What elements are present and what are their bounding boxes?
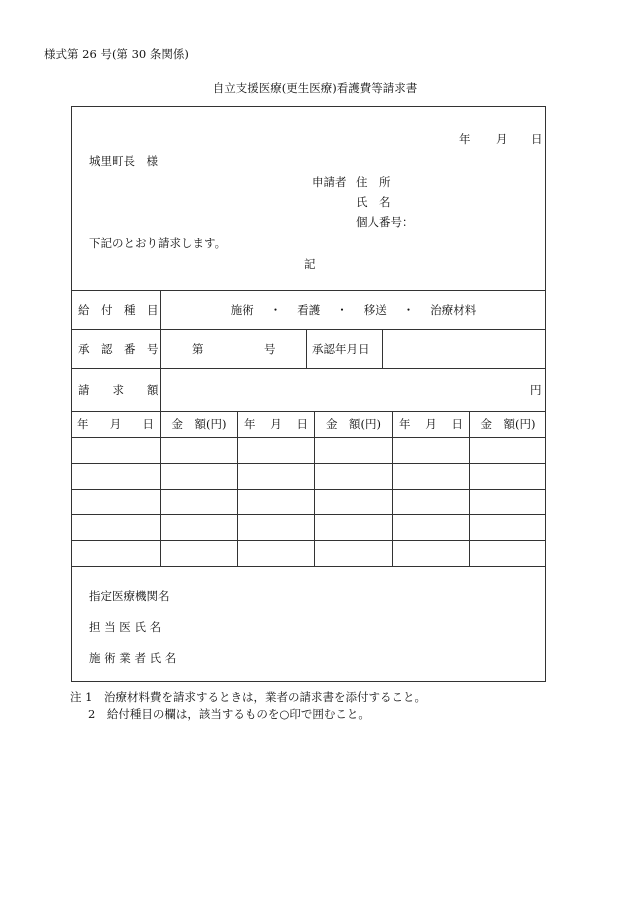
detail-date-cell[interactable] — [393, 437, 469, 463]
detail-date-cell[interactable] — [71, 463, 160, 489]
benefit-separator: ・ — [336, 302, 348, 317]
detail-amount-cell[interactable] — [470, 437, 546, 463]
detail-amount-cell[interactable] — [315, 463, 392, 489]
detail-date-cell[interactable] — [393, 463, 469, 489]
address-label: 住 所 — [356, 175, 391, 189]
benefit-option-nursing[interactable]: 看護 — [297, 302, 321, 317]
detail-date-header: 年 月 日 — [77, 417, 154, 431]
claim-amount-unit: 円 — [530, 382, 542, 397]
institution-label: 指定医療機関名 — [89, 589, 170, 603]
detail-date-cell[interactable] — [238, 463, 314, 489]
date-month-label: 月 — [496, 132, 508, 146]
benefit-option-treatment[interactable]: 施術 — [230, 302, 254, 317]
detail-amount-header: 金 額(円) — [171, 417, 227, 431]
benefit-option-materials[interactable]: 治療材料 — [430, 302, 477, 317]
detail-date-cell[interactable] — [393, 514, 469, 540]
detail-amount-cell[interactable] — [161, 489, 237, 514]
benefit-separator: ・ — [402, 302, 415, 317]
detail-date-cell[interactable] — [238, 514, 314, 540]
detail-amount-cell[interactable] — [315, 514, 392, 540]
approval-date-field[interactable] — [383, 329, 546, 368]
detail-amount-cell[interactable] — [470, 514, 546, 540]
benefit-option-transport[interactable]: 移送 — [363, 302, 387, 317]
detail-date-cell[interactable] — [71, 489, 160, 514]
detail-amount-cell[interactable] — [470, 540, 546, 566]
detail-amount-cell[interactable] — [315, 437, 392, 463]
approval-number-suffix: 号 — [264, 341, 276, 356]
detail-date-header: 年 月 日 — [399, 417, 463, 431]
detail-amount-cell[interactable] — [161, 463, 237, 489]
benefit-separator: ・ — [269, 302, 282, 317]
detail-date-cell[interactable] — [71, 437, 160, 463]
personal-number-label: 個人番号： — [356, 215, 414, 229]
form-title: 自立支援医療(更生医療)看護費等請求書 — [212, 81, 418, 95]
claim-amount-label: 請 求 額 — [78, 382, 159, 397]
detail-date-cell[interactable] — [238, 540, 314, 566]
detail-amount-cell[interactable] — [161, 514, 237, 540]
doctor-label: 担 当 医 氏 名 — [89, 620, 162, 634]
applicant-label: 申請者 — [312, 175, 347, 189]
benefit-options — [161, 290, 546, 329]
ki-label: 記 — [304, 257, 316, 271]
request-text: 下記のとおり請求します。 — [89, 236, 227, 250]
detail-amount-cell[interactable] — [470, 489, 546, 514]
name-label: 氏 名 — [356, 195, 391, 209]
detail-date-cell[interactable] — [393, 540, 469, 566]
addressee: 城里町長 様 — [89, 154, 158, 168]
practitioner-label: 施 術 業 者 氏 名 — [89, 651, 177, 665]
approval-number-prefix: 第 — [192, 341, 204, 356]
detail-amount-cell[interactable] — [315, 540, 392, 566]
note-2: 2 給付種目の欄は，該当するものを○印で囲むこと。 — [88, 707, 370, 721]
detail-amount-cell[interactable] — [315, 489, 392, 514]
detail-date-cell[interactable] — [393, 489, 469, 514]
detail-date-cell[interactable] — [71, 540, 160, 566]
approval-number-label: 承 認 番 号 — [78, 341, 159, 356]
date-day-label: 日 — [531, 132, 543, 146]
form-number: 様式第 26 号(第 30 条関係) — [44, 47, 189, 61]
detail-date-cell[interactable] — [238, 489, 314, 514]
detail-amount-cell[interactable] — [161, 437, 237, 463]
note-1: 注 1 治療材料費を請求するときは，業者の請求書を添付すること。 — [70, 690, 426, 704]
detail-amount-cell[interactable] — [470, 463, 546, 489]
detail-amount-cell[interactable] — [161, 540, 237, 566]
detail-date-cell[interactable] — [238, 437, 314, 463]
detail-date-cell[interactable] — [71, 514, 160, 540]
detail-amount-header: 金 額(円) — [480, 417, 536, 431]
detail-date-header: 年 月 日 — [244, 417, 308, 431]
detail-amount-header: 金 額(円) — [326, 417, 381, 431]
benefit-type-label: 給 付 種 目 — [78, 302, 159, 317]
approval-date-label: 承認年月日 — [312, 341, 370, 356]
date-year-label: 年 — [459, 132, 471, 146]
